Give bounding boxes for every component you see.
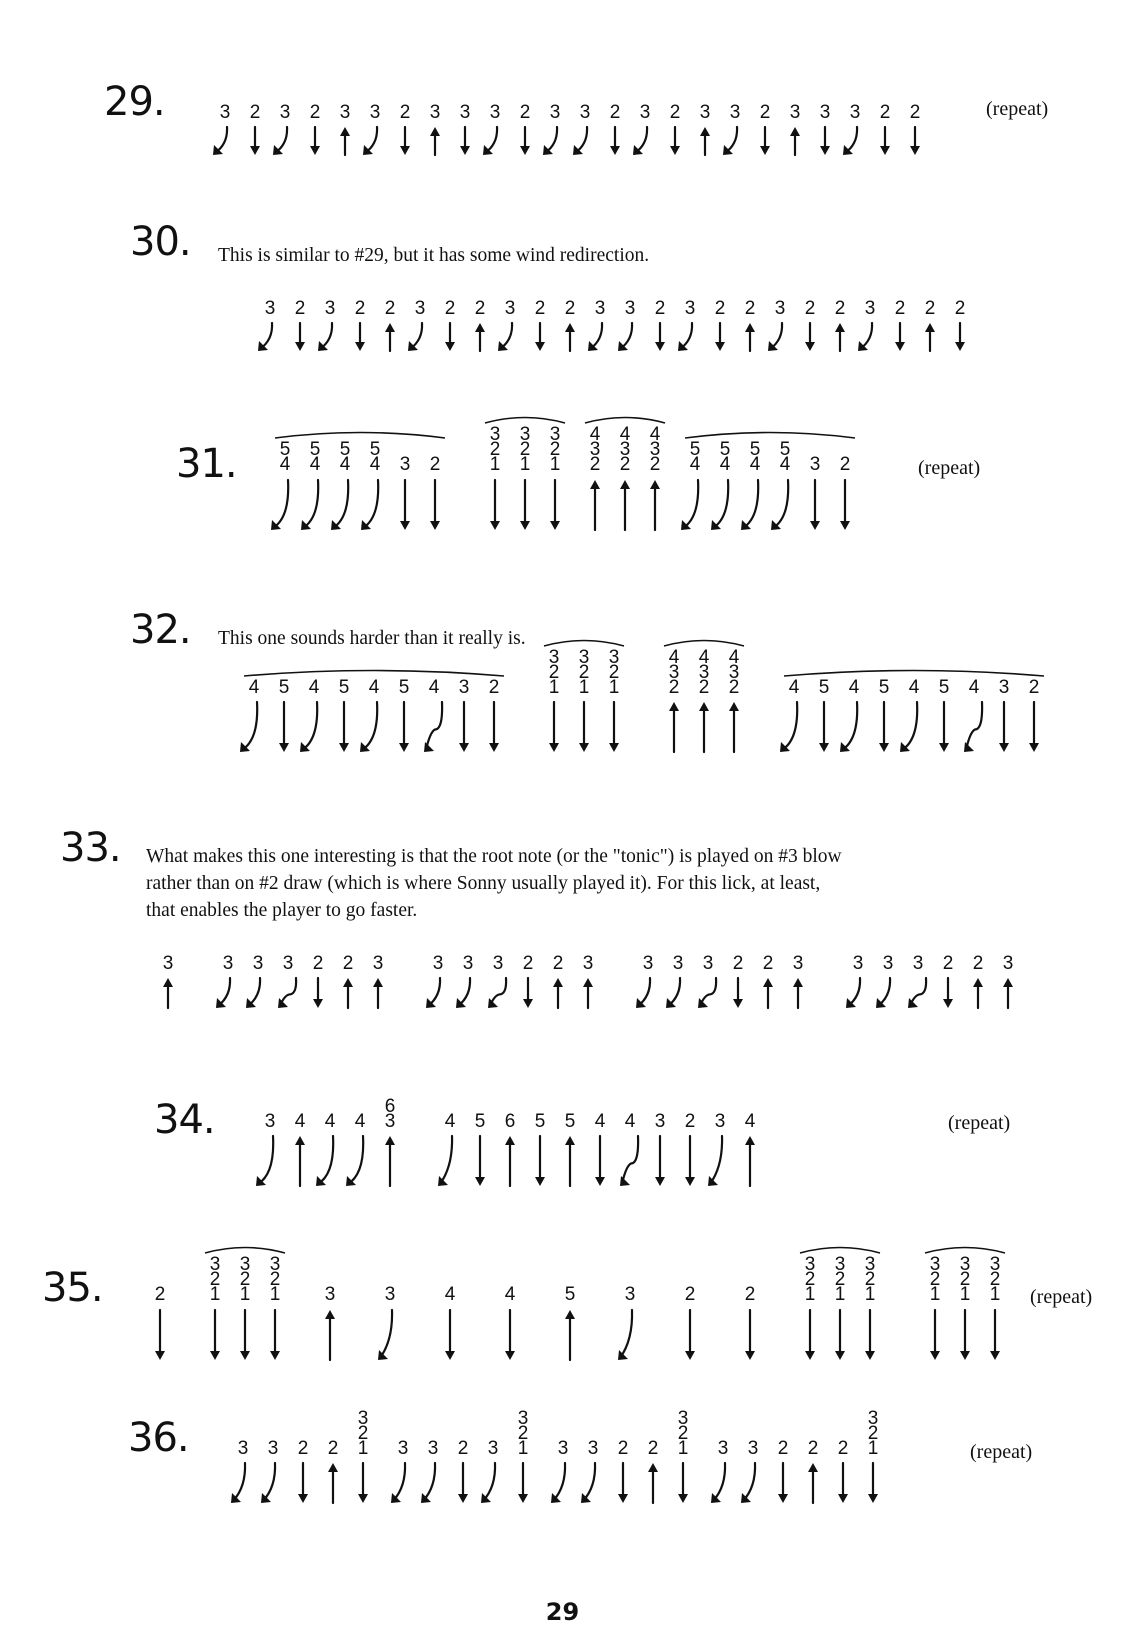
hole-number: 3 bbox=[384, 1111, 396, 1132]
hole-number: 2 bbox=[578, 662, 590, 683]
exercise-29-number: 29. bbox=[104, 79, 165, 125]
hole-number: 3 bbox=[384, 1284, 396, 1305]
hole-number: 3 bbox=[282, 953, 294, 974]
hole-number: 3 bbox=[369, 102, 381, 123]
exercise-32-text-line: This one sounds harder than it really is. bbox=[218, 628, 526, 649]
exercise-33-text-line-1: What makes this one interesting is that the root note (or the "tonic") is played on #3 blow bbox=[146, 846, 842, 867]
hole-number: 3 bbox=[729, 102, 741, 123]
exercise-30-number: 30. bbox=[130, 219, 191, 265]
hole-number: 2 bbox=[777, 1438, 789, 1459]
hole-number: 4 bbox=[619, 424, 631, 445]
hole-number: 2 bbox=[654, 298, 666, 319]
hole-number: 3 bbox=[867, 1408, 879, 1429]
hole-number: 5 bbox=[534, 1111, 546, 1132]
hole-number: 3 bbox=[624, 298, 636, 319]
bend-arrow-arrowhead bbox=[711, 1493, 721, 1503]
draw-arrow-arrowhead bbox=[298, 1494, 308, 1503]
exercise-33-text-line-2: rather than on #2 draw (which is where Sonny usually played it). For this lick, at least, bbox=[146, 873, 821, 894]
hole-number: 3 bbox=[589, 439, 601, 460]
hole-number: 3 bbox=[809, 454, 821, 475]
hole-number: 3 bbox=[702, 953, 714, 974]
exercise-36-repeat: (repeat) bbox=[970, 1441, 1033, 1463]
hole-number: 1 bbox=[548, 677, 560, 698]
hole-number: 5 bbox=[279, 439, 291, 460]
hole-number: 4 bbox=[908, 677, 920, 698]
bend-arrow bbox=[393, 1463, 405, 1501]
hole-number: 5 bbox=[309, 439, 321, 460]
hole-number: 2 bbox=[519, 102, 531, 123]
exercise-36-number: 36. bbox=[128, 1415, 189, 1461]
hole-number: 1 bbox=[239, 1284, 251, 1305]
hole-number: 4 bbox=[428, 677, 440, 698]
hole-number: 3 bbox=[677, 1408, 689, 1429]
hole-number: 2 bbox=[549, 439, 561, 460]
hole-number: 4 bbox=[294, 1111, 306, 1132]
exercise-35-number: 35. bbox=[42, 1265, 103, 1311]
hole-number: 5 bbox=[689, 439, 701, 460]
hole-number: 6 bbox=[504, 1111, 516, 1132]
hole-number: 4 bbox=[504, 1284, 516, 1305]
hole-number: 3 bbox=[517, 1408, 529, 1429]
bend-arrow bbox=[423, 1463, 435, 1501]
hole-number: 2 bbox=[488, 677, 500, 698]
hole-number: 3 bbox=[608, 647, 620, 668]
hole-number: 3 bbox=[684, 298, 696, 319]
hole-number: 2 bbox=[312, 953, 324, 974]
hole-number: 3 bbox=[668, 662, 680, 683]
hole-number: 3 bbox=[252, 953, 264, 974]
hole-number: 2 bbox=[384, 298, 396, 319]
hole-number: 1 bbox=[929, 1284, 941, 1305]
hole-number: 1 bbox=[269, 1284, 281, 1305]
hole-number: 3 bbox=[432, 953, 444, 974]
hole-number: 2 bbox=[399, 102, 411, 123]
hole-number: 4 bbox=[698, 647, 710, 668]
blow-arrow-arrowhead bbox=[808, 1463, 818, 1472]
hole-number: 3 bbox=[579, 102, 591, 123]
hole-number: 3 bbox=[429, 102, 441, 123]
hole-number: 2 bbox=[609, 102, 621, 123]
hole-number: 3 bbox=[792, 953, 804, 974]
hole-number: 3 bbox=[819, 102, 831, 123]
hole-number: 4 bbox=[788, 677, 800, 698]
hole-number: 3 bbox=[504, 298, 516, 319]
bend-arrow bbox=[743, 1463, 755, 1501]
hole-number: 2 bbox=[668, 677, 680, 698]
bend-arrow-arrowhead bbox=[391, 1493, 401, 1503]
hole-number: 3 bbox=[462, 953, 474, 974]
hole-number: 4 bbox=[279, 454, 291, 475]
hole-number: 3 bbox=[237, 1438, 249, 1459]
hole-number: 2 bbox=[608, 662, 620, 683]
hole-number: 1 bbox=[519, 454, 531, 475]
hole-number: 3 bbox=[728, 662, 740, 683]
hole-number: 5 bbox=[339, 439, 351, 460]
hole-number: 2 bbox=[154, 1284, 166, 1305]
hole-number: 3 bbox=[209, 1254, 221, 1275]
hole-number: 2 bbox=[929, 1269, 941, 1290]
hole-number: 3 bbox=[699, 102, 711, 123]
hole-number: 3 bbox=[929, 1254, 941, 1275]
hole-number: 2 bbox=[714, 298, 726, 319]
exercise-32-number: 32. bbox=[130, 607, 191, 653]
hole-number: 3 bbox=[654, 1111, 666, 1132]
bend-arrow-arrowhead bbox=[741, 1493, 751, 1503]
hole-number: 3 bbox=[549, 102, 561, 123]
hole-number: 3 bbox=[672, 953, 684, 974]
hole-number: 2 bbox=[517, 1423, 529, 1444]
hole-number: 4 bbox=[649, 424, 661, 445]
hole-number: 2 bbox=[534, 298, 546, 319]
hole-number: 3 bbox=[989, 1254, 1001, 1275]
hole-number: 3 bbox=[324, 298, 336, 319]
hole-number: 2 bbox=[647, 1438, 659, 1459]
hole-number: 1 bbox=[677, 1438, 689, 1459]
hole-number: 4 bbox=[444, 1111, 456, 1132]
hole-number: 1 bbox=[608, 677, 620, 698]
hole-number: 1 bbox=[804, 1284, 816, 1305]
bend-arrow bbox=[263, 1463, 275, 1501]
hole-number: 2 bbox=[839, 454, 851, 475]
hole-number: 3 bbox=[279, 102, 291, 123]
hole-number: 5 bbox=[749, 439, 761, 460]
hole-number: 3 bbox=[998, 677, 1010, 698]
hole-number: 5 bbox=[564, 1111, 576, 1132]
hole-number: 4 bbox=[324, 1111, 336, 1132]
hole-number: 4 bbox=[968, 677, 980, 698]
hole-number: 3 bbox=[264, 298, 276, 319]
hole-number: 2 bbox=[552, 953, 564, 974]
hole-number: 3 bbox=[864, 1254, 876, 1275]
hole-number: 2 bbox=[894, 298, 906, 319]
hole-number: 2 bbox=[357, 1423, 369, 1444]
bend-arrow bbox=[583, 1463, 595, 1501]
hole-number: 2 bbox=[249, 102, 261, 123]
hole-number: 3 bbox=[372, 953, 384, 974]
hole-number: 3 bbox=[487, 1438, 499, 1459]
hole-number: 2 bbox=[457, 1438, 469, 1459]
hole-number: 3 bbox=[834, 1254, 846, 1275]
page-number: 29 bbox=[545, 1598, 580, 1626]
hole-number: 4 bbox=[368, 677, 380, 698]
hole-number: 1 bbox=[489, 454, 501, 475]
hole-number: 3 bbox=[639, 102, 651, 123]
hole-number: 5 bbox=[818, 677, 830, 698]
hole-number: 2 bbox=[744, 1284, 756, 1305]
hole-number: 2 bbox=[924, 298, 936, 319]
hole-number: 3 bbox=[489, 424, 501, 445]
hole-number: 4 bbox=[308, 677, 320, 698]
hole-number: 3 bbox=[399, 454, 411, 475]
hole-number: 1 bbox=[864, 1284, 876, 1305]
hole-number: 2 bbox=[972, 953, 984, 974]
draw-arrow-arrowhead bbox=[518, 1494, 528, 1503]
hole-number: 3 bbox=[397, 1438, 409, 1459]
hole-number: 4 bbox=[848, 677, 860, 698]
hole-number: 1 bbox=[834, 1284, 846, 1305]
hole-number: 4 bbox=[668, 647, 680, 668]
hole-number: 2 bbox=[879, 102, 891, 123]
hole-number: 3 bbox=[624, 1284, 636, 1305]
hole-number: 5 bbox=[564, 1284, 576, 1305]
bend-arrow bbox=[233, 1463, 245, 1501]
hole-number: 2 bbox=[834, 298, 846, 319]
bend-arrow-arrowhead bbox=[261, 1493, 271, 1503]
hole-number: 3 bbox=[578, 647, 590, 668]
hole-number: 3 bbox=[959, 1254, 971, 1275]
hole-number: 3 bbox=[852, 953, 864, 974]
hole-number: 2 bbox=[297, 1438, 309, 1459]
hole-number: 5 bbox=[878, 677, 890, 698]
hole-number: 1 bbox=[959, 1284, 971, 1305]
bend-arrow-arrowhead bbox=[481, 1493, 491, 1503]
hole-number: 4 bbox=[744, 1111, 756, 1132]
exercise-29-repeat: (repeat) bbox=[986, 98, 1049, 120]
hole-number: 3 bbox=[459, 102, 471, 123]
hole-number: 2 bbox=[728, 677, 740, 698]
hole-number: 3 bbox=[414, 298, 426, 319]
hole-number: 3 bbox=[642, 953, 654, 974]
hole-number: 5 bbox=[779, 439, 791, 460]
hole-number: 4 bbox=[339, 454, 351, 475]
hole-number: 2 bbox=[269, 1269, 281, 1290]
hole-number: 4 bbox=[444, 1284, 456, 1305]
hole-number: 3 bbox=[789, 102, 801, 123]
hole-number: 2 bbox=[548, 662, 560, 683]
hole-number: 1 bbox=[357, 1438, 369, 1459]
hole-number: 2 bbox=[989, 1269, 1001, 1290]
hole-number: 1 bbox=[578, 677, 590, 698]
hole-number: 4 bbox=[248, 677, 260, 698]
hole-number: 6 bbox=[384, 1096, 396, 1117]
hole-number: 3 bbox=[324, 1284, 336, 1305]
exercise-31-number: 31. bbox=[176, 441, 237, 487]
hole-number: 4 bbox=[728, 647, 740, 668]
hole-number: 3 bbox=[649, 439, 661, 460]
bend-arrow bbox=[483, 1463, 495, 1501]
hole-number: 5 bbox=[398, 677, 410, 698]
hole-number: 3 bbox=[849, 102, 861, 123]
hole-number: 2 bbox=[804, 298, 816, 319]
hole-number: 2 bbox=[649, 454, 661, 475]
hole-number: 4 bbox=[689, 454, 701, 475]
exercise-34-repeat: (repeat) bbox=[948, 1112, 1011, 1134]
hole-number: 2 bbox=[209, 1269, 221, 1290]
hole-number: 2 bbox=[867, 1423, 879, 1444]
hole-number: 3 bbox=[587, 1438, 599, 1459]
hole-number: 3 bbox=[594, 298, 606, 319]
hole-number: 2 bbox=[474, 298, 486, 319]
exercise-34-number: 34. bbox=[154, 1097, 215, 1143]
hole-number: 3 bbox=[747, 1438, 759, 1459]
hole-number: 4 bbox=[779, 454, 791, 475]
hole-number: 2 bbox=[1028, 677, 1040, 698]
hole-number: 1 bbox=[989, 1284, 1001, 1305]
hole-number: 2 bbox=[959, 1269, 971, 1290]
hole-number: 2 bbox=[909, 102, 921, 123]
hole-number: 3 bbox=[519, 424, 531, 445]
hole-number: 2 bbox=[669, 102, 681, 123]
hole-number: 1 bbox=[209, 1284, 221, 1305]
hole-number: 3 bbox=[489, 102, 501, 123]
hole-number: 2 bbox=[342, 953, 354, 974]
hole-number: 4 bbox=[719, 454, 731, 475]
hole-number: 3 bbox=[357, 1408, 369, 1429]
hole-number: 2 bbox=[444, 298, 456, 319]
draw-arrow-arrowhead bbox=[678, 1494, 688, 1503]
hole-number: 2 bbox=[489, 439, 501, 460]
hole-number: 3 bbox=[458, 677, 470, 698]
hole-number: 3 bbox=[427, 1438, 439, 1459]
hole-number: 3 bbox=[548, 647, 560, 668]
hole-number: 3 bbox=[714, 1111, 726, 1132]
exercise-33-number: 33. bbox=[60, 825, 121, 871]
hole-number: 2 bbox=[354, 298, 366, 319]
hole-number: 5 bbox=[719, 439, 731, 460]
hole-number: 3 bbox=[219, 102, 231, 123]
draw-arrow-arrowhead bbox=[458, 1494, 468, 1503]
hole-number: 3 bbox=[864, 298, 876, 319]
hole-number: 4 bbox=[594, 1111, 606, 1132]
hole-number: 2 bbox=[807, 1438, 819, 1459]
bend-arrow bbox=[553, 1463, 565, 1501]
hole-number: 3 bbox=[239, 1254, 251, 1275]
hole-number: 3 bbox=[698, 662, 710, 683]
hole-number: 3 bbox=[619, 439, 631, 460]
hole-number: 3 bbox=[222, 953, 234, 974]
hole-number: 3 bbox=[804, 1254, 816, 1275]
exercise-35-repeat: (repeat) bbox=[1030, 1286, 1093, 1308]
draw-arrow-arrowhead bbox=[838, 1494, 848, 1503]
blow-arrow-arrowhead bbox=[648, 1463, 658, 1472]
hole-number: 2 bbox=[942, 953, 954, 974]
hole-number: 2 bbox=[762, 953, 774, 974]
hole-number: 3 bbox=[492, 953, 504, 974]
hole-number: 2 bbox=[619, 454, 631, 475]
bend-arrow-arrowhead bbox=[421, 1493, 431, 1503]
hole-number: 2 bbox=[239, 1269, 251, 1290]
hole-number: 2 bbox=[698, 677, 710, 698]
hole-number: 3 bbox=[267, 1438, 279, 1459]
hole-number: 2 bbox=[744, 298, 756, 319]
hole-number: 5 bbox=[338, 677, 350, 698]
hole-number: 3 bbox=[882, 953, 894, 974]
hole-number: 2 bbox=[519, 439, 531, 460]
hole-number: 3 bbox=[912, 953, 924, 974]
hole-number: 4 bbox=[309, 454, 321, 475]
hole-number: 5 bbox=[369, 439, 381, 460]
hole-number: 3 bbox=[339, 102, 351, 123]
hole-number: 3 bbox=[264, 1111, 276, 1132]
hole-number: 2 bbox=[564, 298, 576, 319]
hole-number: 2 bbox=[522, 953, 534, 974]
draw-arrow-arrowhead bbox=[358, 1494, 368, 1503]
bend-arrow-arrowhead bbox=[581, 1493, 591, 1503]
hole-number: 5 bbox=[278, 677, 290, 698]
hole-number: 2 bbox=[309, 102, 321, 123]
hole-number: 3 bbox=[774, 298, 786, 319]
hole-number: 2 bbox=[429, 454, 441, 475]
hole-number: 3 bbox=[557, 1438, 569, 1459]
bend-arrow bbox=[713, 1463, 725, 1501]
exercise-33-text-line-3: that enables the player to go faster. bbox=[146, 900, 418, 921]
hole-number: 2 bbox=[294, 298, 306, 319]
hole-number: 3 bbox=[269, 1254, 281, 1275]
hole-number: 4 bbox=[354, 1111, 366, 1132]
bend-arrow-arrowhead bbox=[231, 1493, 241, 1503]
draw-arrow-arrowhead bbox=[778, 1494, 788, 1503]
hole-number: 4 bbox=[369, 454, 381, 475]
hole-number: 3 bbox=[162, 953, 174, 974]
exercise-30-text-line: This is similar to #29, but it has some wind redirection. bbox=[218, 245, 650, 266]
hole-number: 2 bbox=[837, 1438, 849, 1459]
hole-number: 2 bbox=[804, 1269, 816, 1290]
hole-number: 4 bbox=[749, 454, 761, 475]
draw-arrow-arrowhead bbox=[618, 1494, 628, 1503]
hole-number: 3 bbox=[582, 953, 594, 974]
hole-number: 4 bbox=[624, 1111, 636, 1132]
exercise-31-repeat: (repeat) bbox=[918, 457, 981, 479]
hole-number: 5 bbox=[938, 677, 950, 698]
hole-number: 2 bbox=[327, 1438, 339, 1459]
hole-number: 2 bbox=[759, 102, 771, 123]
draw-arrow-arrowhead bbox=[868, 1494, 878, 1503]
hole-number: 2 bbox=[732, 953, 744, 974]
hole-number: 5 bbox=[474, 1111, 486, 1132]
hole-number: 2 bbox=[834, 1269, 846, 1290]
hole-number: 2 bbox=[684, 1111, 696, 1132]
hole-number: 4 bbox=[589, 424, 601, 445]
hole-number: 2 bbox=[684, 1284, 696, 1305]
hole-number: 2 bbox=[677, 1423, 689, 1444]
hole-number: 3 bbox=[717, 1438, 729, 1459]
hole-number: 2 bbox=[617, 1438, 629, 1459]
bend-arrow-arrowhead bbox=[551, 1493, 561, 1503]
hole-number: 2 bbox=[864, 1269, 876, 1290]
hole-number: 1 bbox=[517, 1438, 529, 1459]
hole-number: 1 bbox=[549, 454, 561, 475]
blow-arrow-arrowhead bbox=[328, 1463, 338, 1472]
hole-number: 3 bbox=[1002, 953, 1014, 974]
hole-number: 1 bbox=[867, 1438, 879, 1459]
hole-number: 2 bbox=[589, 454, 601, 475]
hole-number: 3 bbox=[549, 424, 561, 445]
hole-number: 2 bbox=[954, 298, 966, 319]
